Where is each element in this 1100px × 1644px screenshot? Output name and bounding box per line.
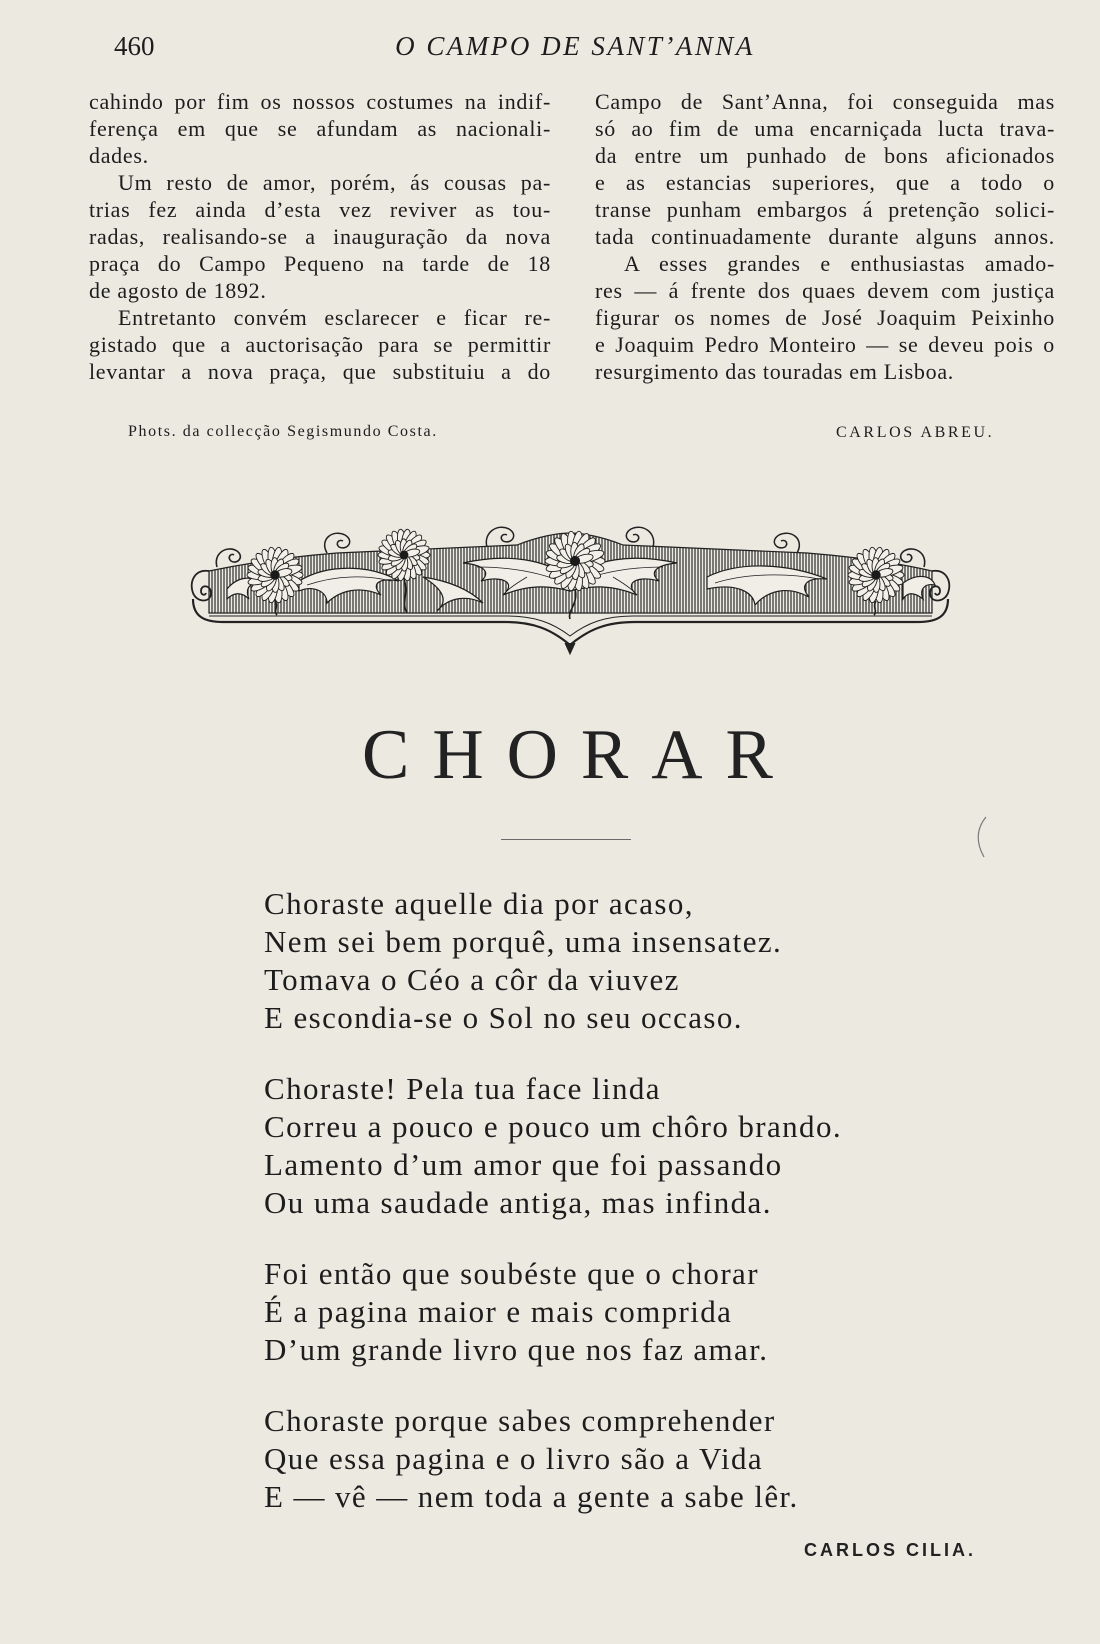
- stanza: [264, 885, 842, 1037]
- article-author: CARLOS ABREU.: [836, 424, 995, 441]
- verse-line: Choraste aquelle dia por acaso,: [264, 886, 694, 921]
- flower-center: [270, 570, 280, 580]
- top-scroll-left: [325, 533, 350, 553]
- verse-line: Nem sei bem porquê, uma insensatez.: [264, 924, 783, 959]
- chrysanthemum-banner-icon: [187, 519, 954, 655]
- left-end-scroll: [192, 571, 211, 601]
- article-text-line: levantar a nova praça, que substituiu a do: [89, 359, 551, 384]
- verse-line: Foi então que soubéste que o chorar: [264, 1256, 759, 1291]
- article-text-line: res — á frente dos quaes devem com justiça: [595, 278, 1055, 303]
- center-pendant: [565, 643, 575, 654]
- article-text-line: transe punham embargos á pretenção solici-: [595, 197, 1055, 222]
- poem-body: [264, 885, 842, 1549]
- article-text-line: e as estancias superiores, que a todo o: [595, 170, 1055, 195]
- stanza: [264, 1070, 842, 1222]
- verse-line: Choraste! Pela tua face linda: [264, 1071, 661, 1106]
- article-text-line: de agosto de 1892.: [89, 278, 267, 303]
- top-scroll-center-left: [486, 527, 513, 547]
- verse-line: Correu a pouco e pouco um chôro brando.: [264, 1109, 842, 1144]
- verse-line: Ou uma saudade antiga, mas infinda.: [264, 1185, 772, 1220]
- verse-line: Que essa pagina e o livro são a Vida: [264, 1441, 764, 1476]
- article-text-line: figurar os nomes de José Joaquim Peixinho: [595, 305, 1055, 330]
- left-top-scroll: [216, 549, 240, 567]
- verse-line: E escondia-se o Sol no seu occaso.: [264, 1000, 743, 1035]
- photo-credit: Phots. da collecção Segismundo Costa.: [128, 423, 438, 440]
- article-text-line: e Joaquim Pedro Monteiro — se deveu pois o: [595, 332, 1055, 357]
- verse-line: É a pagina maior e mais comprida: [264, 1294, 733, 1329]
- top-scroll-center-right: [626, 527, 653, 547]
- verse-line: Choraste porque sabes comprehender: [264, 1403, 776, 1438]
- article-text-line: só ao fim de uma encarniçada lucta trava-: [595, 116, 1055, 141]
- scan-mark: [972, 815, 992, 860]
- flower-center: [400, 551, 409, 560]
- article-text-line: Entretanto convém esclarecer e ficar re-: [118, 305, 551, 330]
- article-column-left: [89, 88, 551, 385]
- article-text-line: trias fez ainda d’esta vez reviver as tou-: [89, 197, 551, 222]
- stanza: [264, 1402, 842, 1516]
- verse-line: Lamento d’um amor que foi passando: [264, 1147, 783, 1182]
- article-text-line: tada continuadamente durante alguns annos.: [595, 224, 1055, 249]
- verse-line: E — vê — nem toda a gente a sabe lêr.: [264, 1479, 799, 1514]
- article-text-line: dades.: [89, 143, 149, 168]
- flower-center: [871, 570, 881, 580]
- article-text-line: da entre um punhado de bons aficionados: [595, 143, 1055, 168]
- title-divider: [501, 839, 631, 840]
- top-scroll-right: [774, 533, 799, 553]
- article-column-right: [595, 88, 1055, 385]
- verse-line: Tomava o Céo a côr da viuvez: [264, 962, 680, 997]
- article-text-line: Um resto de amor, porém, ás cousas pa-: [118, 170, 551, 195]
- poem-author: CARLOS CILIA.: [804, 1540, 976, 1560]
- inner-border-line: [209, 616, 932, 636]
- running-title: O CAMPO DE SANT’ANNA: [395, 31, 755, 61]
- article-text-line: radas, realisando-se a inauguração da nova: [89, 224, 551, 249]
- page-number: 460: [114, 31, 155, 61]
- right-end-scroll: [930, 571, 949, 601]
- article-text-line: gistado que a auctorisação para se permittir: [89, 332, 551, 357]
- right-top-scroll: [901, 549, 925, 567]
- stanza: [264, 1255, 842, 1369]
- poem-title: CHORAR: [362, 716, 796, 794]
- article-text-line: praça do Campo Pequeno na tarde de 18: [89, 251, 551, 276]
- article-text-line: cahindo por fim os nossos costumes na indif-: [89, 89, 551, 114]
- article-text-line: A esses grandes e enthusiastas amado-: [624, 251, 1055, 276]
- flower-center: [570, 556, 580, 566]
- article-text-line: Campo de Sant’Anna, foi conseguida mas: [595, 89, 1055, 114]
- article-text-line: resurgimento das touradas em Lisboa.: [595, 359, 954, 384]
- verse-line: D’um grande livro que nos faz amar.: [264, 1332, 769, 1367]
- article-text-line: ferença em que se afundam as nacionali-: [89, 116, 551, 141]
